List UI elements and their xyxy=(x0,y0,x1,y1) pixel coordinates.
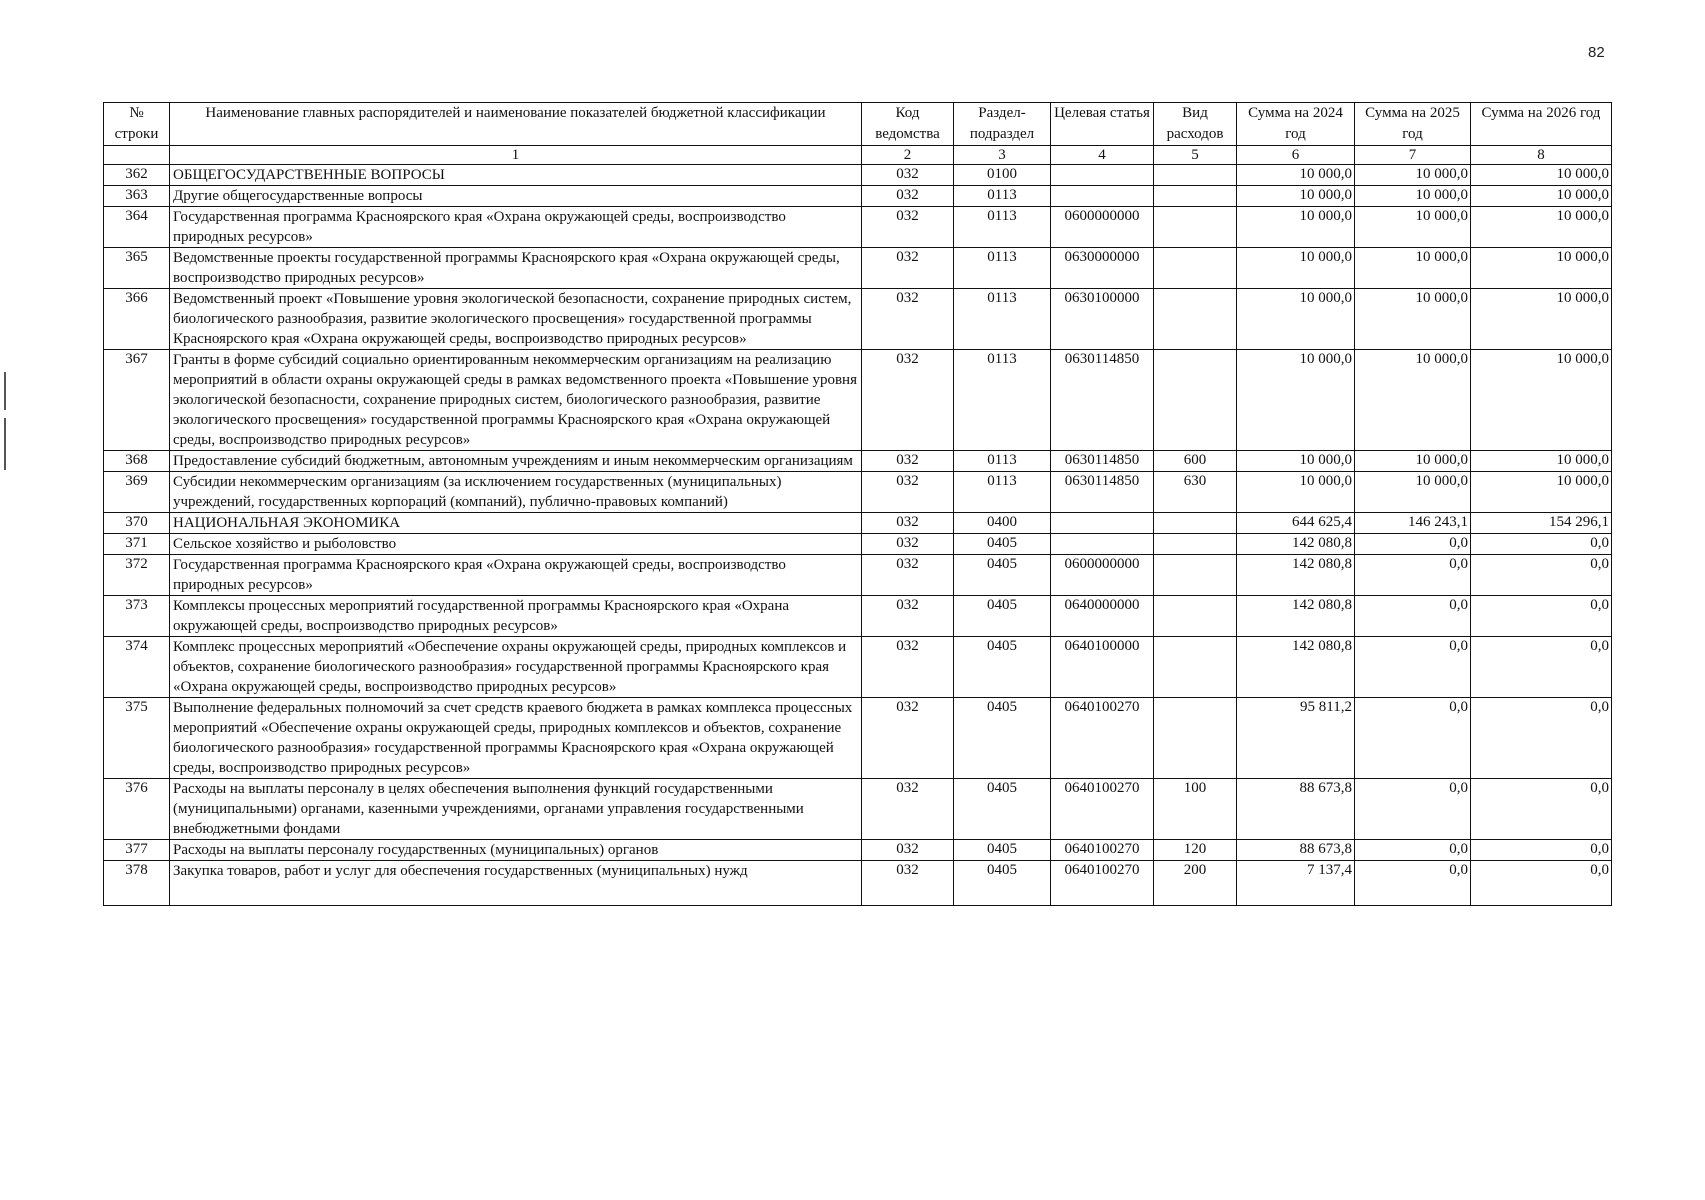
sum-2026: 10 000,0 xyxy=(1471,248,1612,289)
table-row xyxy=(104,698,1612,779)
row-name: НАЦИОНАЛЬНАЯ ЭКОНОМИКА xyxy=(170,513,862,534)
ministry-code: 032 xyxy=(862,555,954,596)
budget-table-sheet xyxy=(103,102,1611,906)
expense-type xyxy=(1154,534,1237,555)
scan-artifact-line xyxy=(4,372,6,410)
target-article: 0600000000 xyxy=(1051,555,1154,596)
row-name: Другие общегосударственные вопросы xyxy=(170,186,862,207)
sum-2024: 10 000,0 xyxy=(1237,451,1355,472)
sum-2025: 10 000,0 xyxy=(1355,350,1471,451)
sum-2024: 7 137,4 xyxy=(1237,861,1355,906)
target-article xyxy=(1051,513,1154,534)
expense-type xyxy=(1154,637,1237,698)
table-row xyxy=(104,207,1612,248)
table-row xyxy=(104,513,1612,534)
sum-2025: 10 000,0 xyxy=(1355,186,1471,207)
target-article xyxy=(1051,165,1154,186)
section-code: 0113 xyxy=(954,207,1051,248)
expense-type xyxy=(1154,596,1237,637)
table-row xyxy=(104,186,1612,207)
row-name: ОБЩЕГОСУДАРСТВЕННЫЕ ВОПРОСЫ xyxy=(170,165,862,186)
target-article: 0640100270 xyxy=(1051,861,1154,906)
row-number: 367 xyxy=(104,350,170,451)
row-number: 375 xyxy=(104,698,170,779)
expense-type xyxy=(1154,186,1237,207)
row-number: 372 xyxy=(104,555,170,596)
section-code: 0405 xyxy=(954,534,1051,555)
sum-2025: 0,0 xyxy=(1355,698,1471,779)
column-number-row xyxy=(104,146,1612,165)
scan-artifact-line xyxy=(4,418,6,470)
row-name: Комплексы процессных мероприятий государственной программы Красноярского края «Охрана окружающей среды, воспроизводство природных ресурсов» xyxy=(170,596,862,637)
expense-type xyxy=(1154,207,1237,248)
row-name: Государственная программа Красноярского края «Охрана окружающей среды, воспроизводство природных ресурсов» xyxy=(170,207,862,248)
row-name: Предоставление субсидий бюджетным, автономным учреждениям и иным некоммерческим организациям xyxy=(170,451,862,472)
section-code: 0405 xyxy=(954,779,1051,840)
column-number: 4 xyxy=(1051,146,1154,165)
column-number: 2 xyxy=(862,146,954,165)
ministry-code: 032 xyxy=(862,637,954,698)
expense-type xyxy=(1154,289,1237,350)
sum-2025: 10 000,0 xyxy=(1355,165,1471,186)
section-code: 0405 xyxy=(954,698,1051,779)
row-number: 369 xyxy=(104,472,170,513)
column-number: 5 xyxy=(1154,146,1237,165)
sum-2025: 10 000,0 xyxy=(1355,289,1471,350)
expense-type xyxy=(1154,248,1237,289)
section-code: 0113 xyxy=(954,350,1051,451)
column-number: 6 xyxy=(1237,146,1355,165)
sum-2026: 0,0 xyxy=(1471,840,1612,861)
sum-2025: 10 000,0 xyxy=(1355,472,1471,513)
sum-2024: 142 080,8 xyxy=(1237,596,1355,637)
row-number: 371 xyxy=(104,534,170,555)
sum-2026: 10 000,0 xyxy=(1471,186,1612,207)
sum-2026: 0,0 xyxy=(1471,698,1612,779)
row-number: 378 xyxy=(104,861,170,906)
target-article xyxy=(1051,534,1154,555)
sum-2024: 142 080,8 xyxy=(1237,637,1355,698)
row-name: Субсидии некоммерческим организациям (за исключением государственных (муниципальных) учреждений, государственных корпораций (компаний), публично-правовых компаний) xyxy=(170,472,862,513)
expense-type xyxy=(1154,165,1237,186)
expense-type: 630 xyxy=(1154,472,1237,513)
header-row-number: № строки xyxy=(104,103,170,146)
target-article: 0640100270 xyxy=(1051,779,1154,840)
sum-2024: 142 080,8 xyxy=(1237,555,1355,596)
ministry-code: 032 xyxy=(862,779,954,840)
sum-2025: 0,0 xyxy=(1355,779,1471,840)
sum-2026: 10 000,0 xyxy=(1471,451,1612,472)
row-number: 362 xyxy=(104,165,170,186)
column-number: 7 xyxy=(1355,146,1471,165)
row-name: Сельское хозяйство и рыболовство xyxy=(170,534,862,555)
target-article: 0630114850 xyxy=(1051,350,1154,451)
section-code: 0113 xyxy=(954,186,1051,207)
ministry-code: 032 xyxy=(862,207,954,248)
budget-table xyxy=(103,102,1612,906)
header-sum-2024: Сумма на 2024 год xyxy=(1237,103,1355,146)
sum-2026: 154 296,1 xyxy=(1471,513,1612,534)
ministry-code: 032 xyxy=(862,289,954,350)
section-code: 0405 xyxy=(954,637,1051,698)
sum-2026: 0,0 xyxy=(1471,637,1612,698)
row-number: 364 xyxy=(104,207,170,248)
expense-type: 120 xyxy=(1154,840,1237,861)
row-number: 365 xyxy=(104,248,170,289)
row-name: Ведомственный проект «Повышение уровня экологической безопасности, сохранение природных систем, биологического разнообразия, развитие экологического просвещения» государственной программы Красноярского края «Охрана окружающей среды, воспроизводство природных ресурсов» xyxy=(170,289,862,350)
sum-2026: 10 000,0 xyxy=(1471,350,1612,451)
column-number: 8 xyxy=(1471,146,1612,165)
sum-2024: 10 000,0 xyxy=(1237,207,1355,248)
row-name: Комплекс процессных мероприятий «Обеспечение охраны окружающей среды, природных комплексов и объектов, сохранение биологического разнообразия» государственной программы Красноярского края «Охрана окружающей среды, воспроизводство природных ресурсов» xyxy=(170,637,862,698)
sum-2024: 88 673,8 xyxy=(1237,840,1355,861)
table-row xyxy=(104,289,1612,350)
sum-2025: 0,0 xyxy=(1355,861,1471,906)
sum-2026: 10 000,0 xyxy=(1471,472,1612,513)
sum-2024: 142 080,8 xyxy=(1237,534,1355,555)
sum-2024: 10 000,0 xyxy=(1237,186,1355,207)
ministry-code: 032 xyxy=(862,698,954,779)
sum-2025: 10 000,0 xyxy=(1355,207,1471,248)
ministry-code: 032 xyxy=(862,840,954,861)
sum-2025: 10 000,0 xyxy=(1355,248,1471,289)
sum-2026: 0,0 xyxy=(1471,555,1612,596)
sum-2025: 0,0 xyxy=(1355,637,1471,698)
sum-2024: 10 000,0 xyxy=(1237,289,1355,350)
section-code: 0405 xyxy=(954,861,1051,906)
sum-2026: 0,0 xyxy=(1471,596,1612,637)
sum-2026: 0,0 xyxy=(1471,779,1612,840)
sum-2024: 10 000,0 xyxy=(1237,248,1355,289)
header-row xyxy=(104,103,1612,146)
target-article: 0600000000 xyxy=(1051,207,1154,248)
sum-2025: 0,0 xyxy=(1355,596,1471,637)
section-code: 0113 xyxy=(954,451,1051,472)
target-article: 0640100270 xyxy=(1051,840,1154,861)
header-target-article: Целевая статья xyxy=(1051,103,1154,146)
sum-2026: 0,0 xyxy=(1471,861,1612,906)
table-row xyxy=(104,534,1612,555)
target-article: 0630114850 xyxy=(1051,472,1154,513)
section-code: 0113 xyxy=(954,248,1051,289)
sum-2026: 10 000,0 xyxy=(1471,165,1612,186)
table-row xyxy=(104,861,1612,906)
expense-type xyxy=(1154,350,1237,451)
row-name: Расходы на выплаты персоналу в целях обеспечения выполнения функций государственными (муниципальными) органами, казенными учреждениями, органами управления государственными внебюджетными фондами xyxy=(170,779,862,840)
table-row xyxy=(104,596,1612,637)
section-code: 0405 xyxy=(954,840,1051,861)
sum-2026: 10 000,0 xyxy=(1471,207,1612,248)
sum-2026: 10 000,0 xyxy=(1471,289,1612,350)
section-code: 0405 xyxy=(954,555,1051,596)
column-number: 3 xyxy=(954,146,1051,165)
table-row xyxy=(104,840,1612,861)
page-number: 82 xyxy=(1588,44,1605,61)
header-expense-type: Вид расходов xyxy=(1154,103,1237,146)
table-row xyxy=(104,350,1612,451)
target-article: 0630114850 xyxy=(1051,451,1154,472)
sum-2025: 0,0 xyxy=(1355,534,1471,555)
target-article: 0640000000 xyxy=(1051,596,1154,637)
sum-2024: 95 811,2 xyxy=(1237,698,1355,779)
expense-type: 200 xyxy=(1154,861,1237,906)
header-sum-2026: Сумма на 2026 год xyxy=(1471,103,1612,146)
ministry-code: 032 xyxy=(862,186,954,207)
row-number: 373 xyxy=(104,596,170,637)
sum-2024: 644 625,4 xyxy=(1237,513,1355,534)
sum-2024: 10 000,0 xyxy=(1237,472,1355,513)
row-number: 374 xyxy=(104,637,170,698)
target-article: 0640100000 xyxy=(1051,637,1154,698)
table-row xyxy=(104,779,1612,840)
ministry-code: 032 xyxy=(862,472,954,513)
target-article xyxy=(1051,186,1154,207)
ministry-code: 032 xyxy=(862,861,954,906)
sum-2025: 0,0 xyxy=(1355,840,1471,861)
row-name: Государственная программа Красноярского края «Охрана окружающей среды, воспроизводство природных ресурсов» xyxy=(170,555,862,596)
expense-type xyxy=(1154,513,1237,534)
expense-type: 100 xyxy=(1154,779,1237,840)
expense-type xyxy=(1154,555,1237,596)
ministry-code: 032 xyxy=(862,248,954,289)
header-ministry-code: Код ведомства xyxy=(862,103,954,146)
ministry-code: 032 xyxy=(862,350,954,451)
ministry-code: 032 xyxy=(862,596,954,637)
section-code: 0113 xyxy=(954,472,1051,513)
sum-2024: 10 000,0 xyxy=(1237,350,1355,451)
row-number: 363 xyxy=(104,186,170,207)
target-article: 0630000000 xyxy=(1051,248,1154,289)
column-number: 1 xyxy=(170,146,862,165)
row-name: Расходы на выплаты персоналу государственных (муниципальных) органов xyxy=(170,840,862,861)
row-number: 376 xyxy=(104,779,170,840)
table-row xyxy=(104,165,1612,186)
header-sum-2025: Сумма на 2025 год xyxy=(1355,103,1471,146)
table-row xyxy=(104,555,1612,596)
table-row xyxy=(104,472,1612,513)
column-number xyxy=(104,146,170,165)
row-number: 370 xyxy=(104,513,170,534)
row-number: 368 xyxy=(104,451,170,472)
sum-2025: 0,0 xyxy=(1355,555,1471,596)
section-code: 0400 xyxy=(954,513,1051,534)
section-code: 0100 xyxy=(954,165,1051,186)
table-row xyxy=(104,248,1612,289)
sum-2024: 88 673,8 xyxy=(1237,779,1355,840)
header-section: Раздел-подраздел xyxy=(954,103,1051,146)
row-name: Гранты в форме субсидий социально ориентированным некоммерческим организациям на реализацию мероприятий в области охраны окружающей среды в рамках ведомственного проекта «Повышение уровня экологической безопасности, сохранение природных систем, биологического разнообразия, развитие экологического просвещения» государственной программы Красноярского края «Охрана окружающей среды, воспроизводство природных ресурсов» xyxy=(170,350,862,451)
expense-type xyxy=(1154,698,1237,779)
sum-2024: 10 000,0 xyxy=(1237,165,1355,186)
sum-2025: 146 243,1 xyxy=(1355,513,1471,534)
table-row xyxy=(104,451,1612,472)
table-row xyxy=(104,637,1612,698)
header-name: Наименование главных распорядителей и наименование показателей бюджетной классификации xyxy=(170,103,862,146)
row-number: 366 xyxy=(104,289,170,350)
ministry-code: 032 xyxy=(862,451,954,472)
row-name: Закупка товаров, работ и услуг для обеспечения государственных (муниципальных) нужд xyxy=(170,861,862,906)
ministry-code: 032 xyxy=(862,534,954,555)
section-code: 0113 xyxy=(954,289,1051,350)
section-code: 0405 xyxy=(954,596,1051,637)
row-name: Ведомственные проекты государственной программы Красноярского края «Охрана окружающей среды, воспроизводство природных ресурсов» xyxy=(170,248,862,289)
expense-type: 600 xyxy=(1154,451,1237,472)
sum-2025: 10 000,0 xyxy=(1355,451,1471,472)
target-article: 0630100000 xyxy=(1051,289,1154,350)
ministry-code: 032 xyxy=(862,165,954,186)
ministry-code: 032 xyxy=(862,513,954,534)
row-name: Выполнение федеральных полномочий за счет средств краевого бюджета в рамках комплекса процессных мероприятий «Обеспечение охраны окружающей среды, природных комплексов и объектов, сохранение биологического разнообразия» государственной программы Красноярского края «Охрана окружающей среды, воспроизводство природных ресурсов» xyxy=(170,698,862,779)
target-article: 0640100270 xyxy=(1051,698,1154,779)
row-number: 377 xyxy=(104,840,170,861)
sum-2026: 0,0 xyxy=(1471,534,1612,555)
